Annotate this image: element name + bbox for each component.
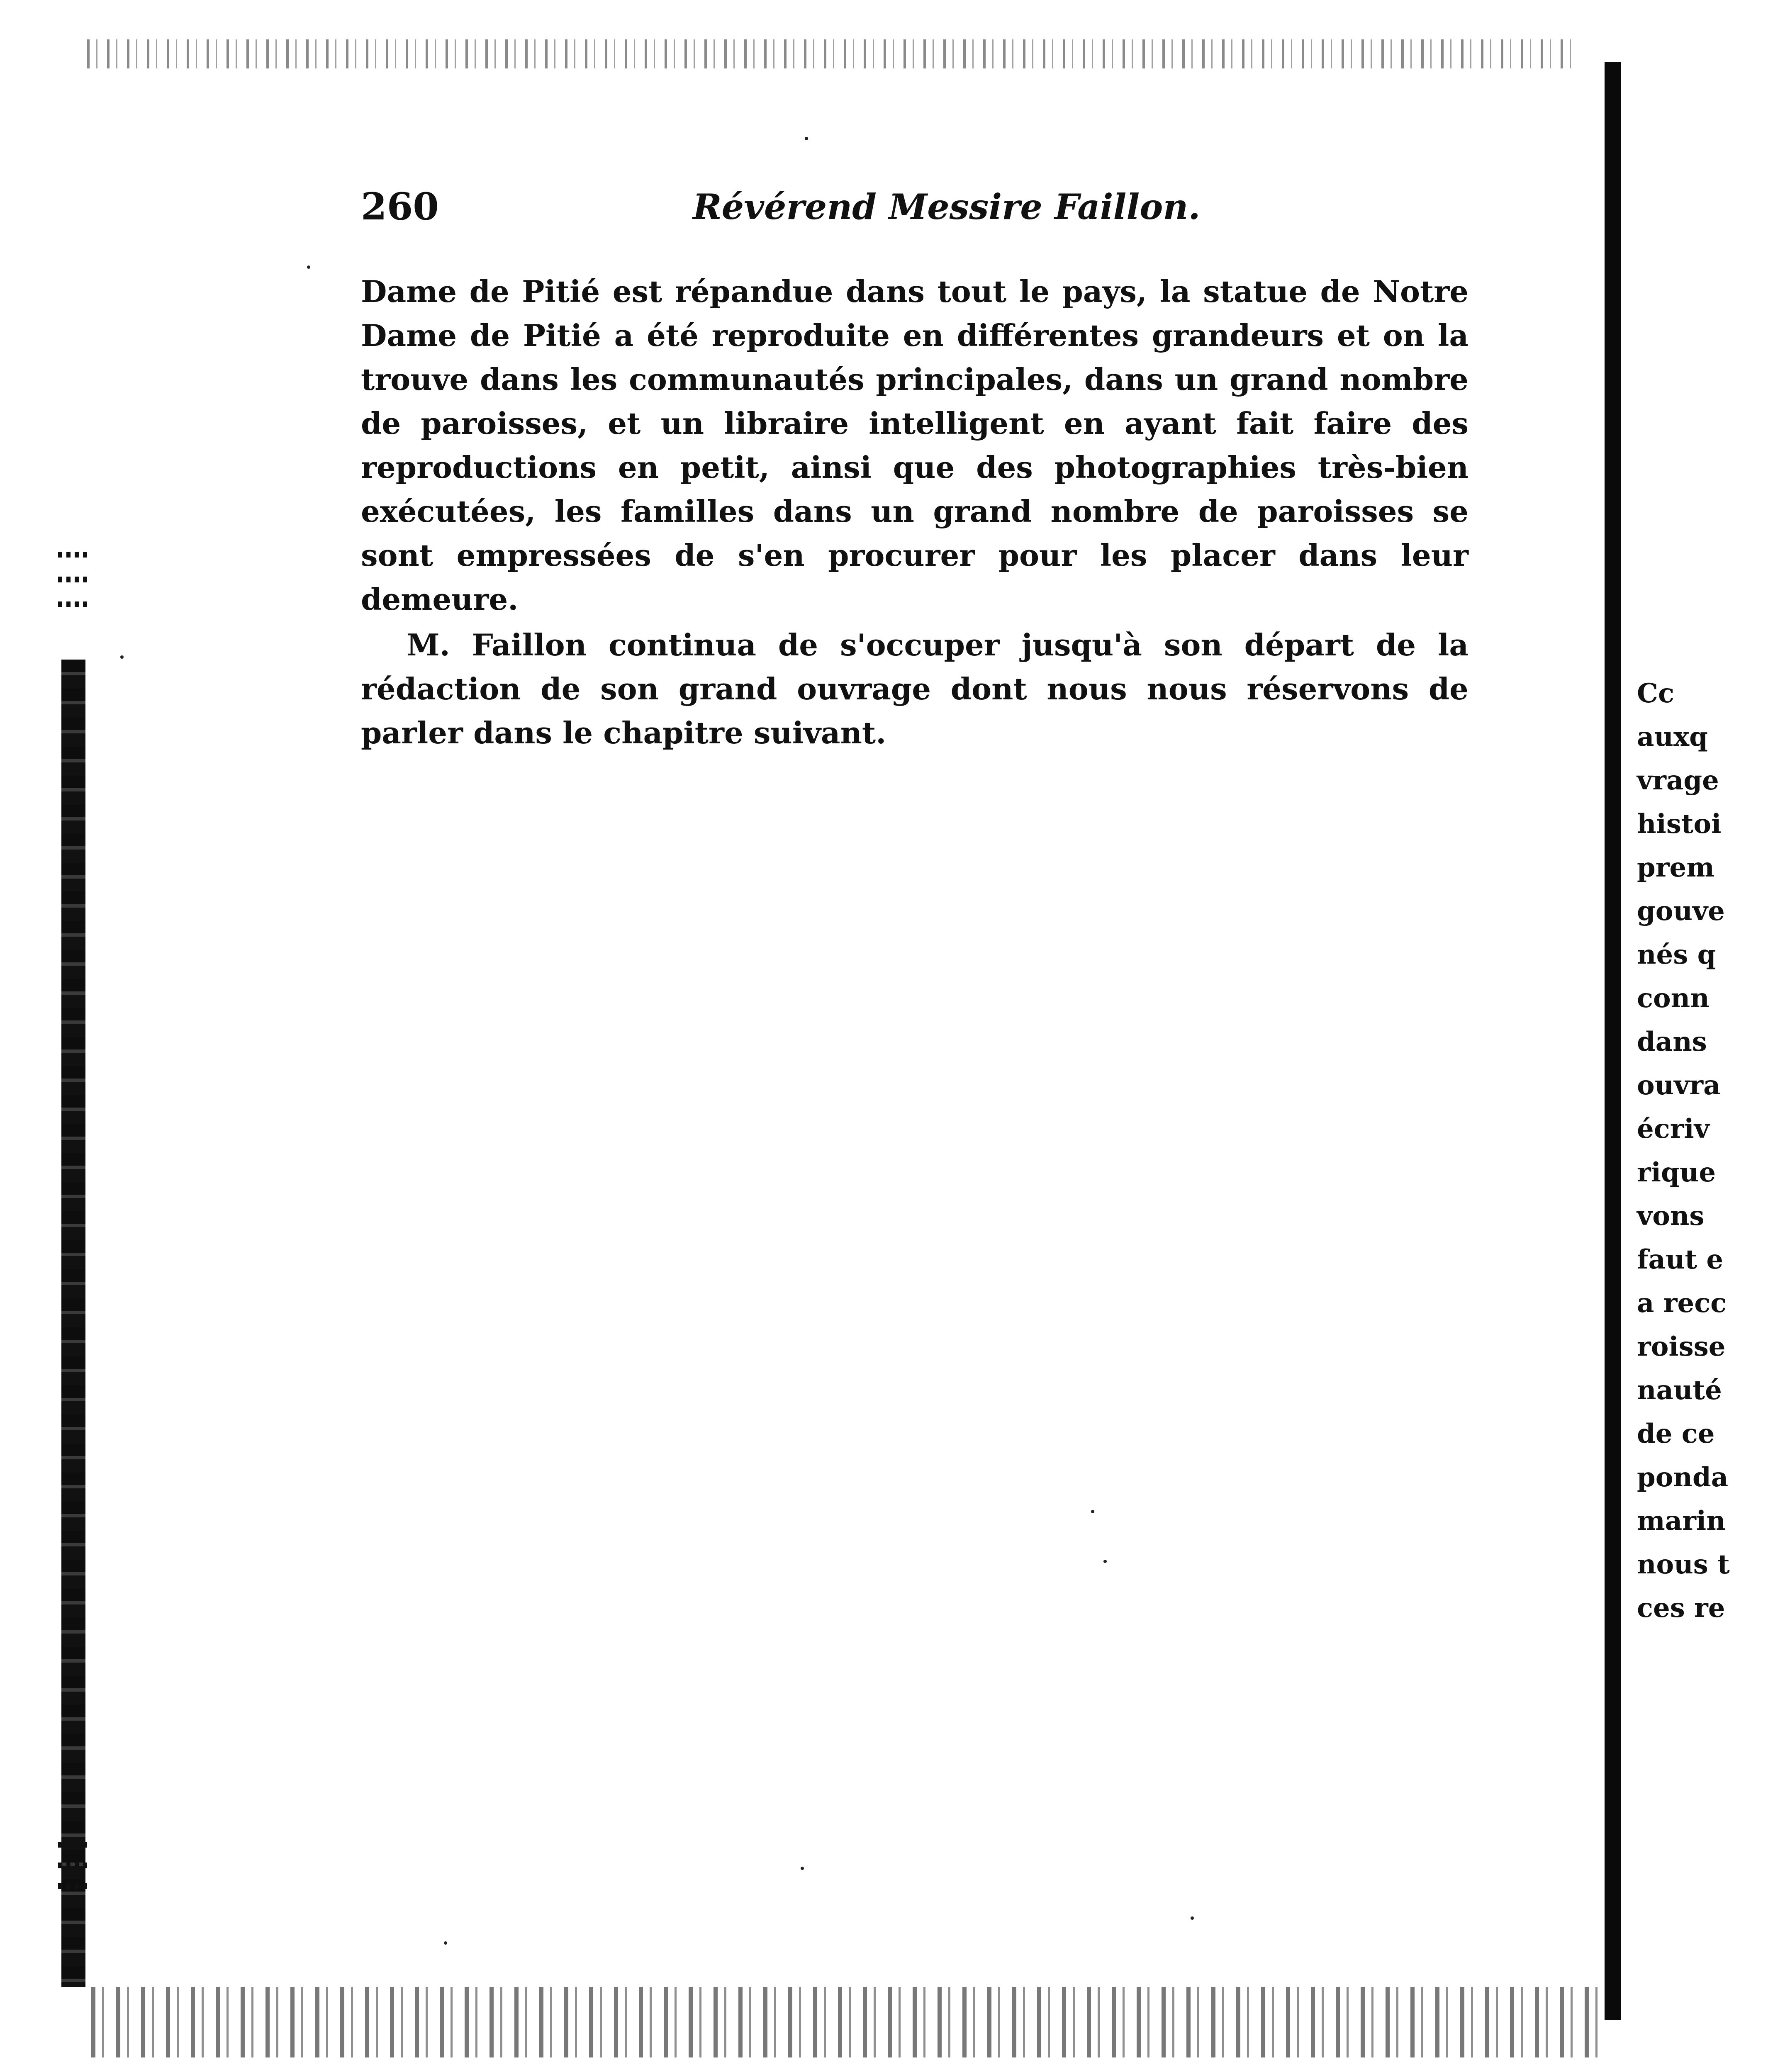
scan-right-binding	[1605, 62, 1621, 2020]
page-number: 260	[361, 185, 439, 229]
scan-speck	[1191, 1916, 1194, 1920]
scan-left-mark	[58, 577, 87, 582]
scan-left-mark	[58, 601, 87, 607]
facing-page	[1621, 50, 1768, 2024]
paragraph: M. Faillon continua de s'occuper jusqu'à son départ de la rédaction de son grand ouvrage dont nous nous réservons de parler dans le chapitre suivant.	[361, 627, 1468, 750]
scan-left-binding	[61, 660, 85, 1987]
facing-page-line: auxq	[1637, 721, 1708, 752]
facing-page-line: ouvra	[1637, 1070, 1721, 1101]
facing-page-line: conn	[1637, 983, 1710, 1014]
facing-page-line: histoi	[1637, 808, 1722, 840]
facing-page-line: gouve	[1637, 896, 1725, 927]
facing-page-line: ces re	[1637, 1592, 1725, 1624]
scan-left-mark	[58, 1863, 87, 1868]
scan-top-edge	[87, 39, 1580, 68]
page-title: Révérend Messire Faillon.	[693, 186, 1201, 227]
facing-page-line: Cc	[1637, 678, 1674, 709]
facing-page-line: écriv	[1637, 1113, 1710, 1144]
facing-page-line: dans	[1637, 1026, 1707, 1057]
scan-speck	[444, 1941, 447, 1945]
paragraph: Dame de Pitié est répandue dans tout le pays, la statue de Notre Dame de Pitié a été reproduite en différentes grandeurs et on la trouve dans les communautés principales, dans un grand nombre de paroisses, et un libraire intelligent en ayant fait faire des reproductions en petit, ainsi que des photographies très-bien exécutées, les familles dans un grand nombre de paroisses se sont empressées de s'en procurer pour les placer dans leur demeure.	[361, 274, 1468, 617]
scan-left-mark	[58, 1842, 87, 1848]
scan-speck	[307, 265, 310, 269]
facing-page-line: prem	[1637, 852, 1714, 883]
scan-left-mark	[58, 1883, 87, 1889]
facing-page-line: marin	[1637, 1505, 1726, 1536]
facing-page-line: roisse	[1637, 1331, 1726, 1362]
scan-speck	[1103, 1560, 1107, 1563]
facing-page-line: vons	[1637, 1200, 1705, 1232]
facing-page-line: rique	[1637, 1157, 1716, 1188]
scan-left-mark	[58, 552, 87, 558]
facing-page-line: nous t	[1637, 1549, 1730, 1580]
scan-bottom-edge	[91, 1987, 1601, 2057]
scan-speck	[805, 137, 808, 140]
facing-page-line: ponda	[1637, 1462, 1729, 1493]
facing-page-line: vrage	[1637, 765, 1719, 796]
facing-page-line: faut e	[1637, 1244, 1724, 1275]
facing-page-line: de ce	[1637, 1418, 1715, 1449]
body-text	[361, 270, 1468, 755]
scan-speck	[1091, 1510, 1094, 1513]
facing-page-line: nauté	[1637, 1375, 1722, 1406]
facing-page-line: nés q	[1637, 939, 1716, 970]
running-head	[361, 185, 1201, 229]
scan-speck	[801, 1867, 804, 1870]
facing-page-line: a recc	[1637, 1288, 1727, 1319]
scan-speck	[120, 655, 124, 659]
